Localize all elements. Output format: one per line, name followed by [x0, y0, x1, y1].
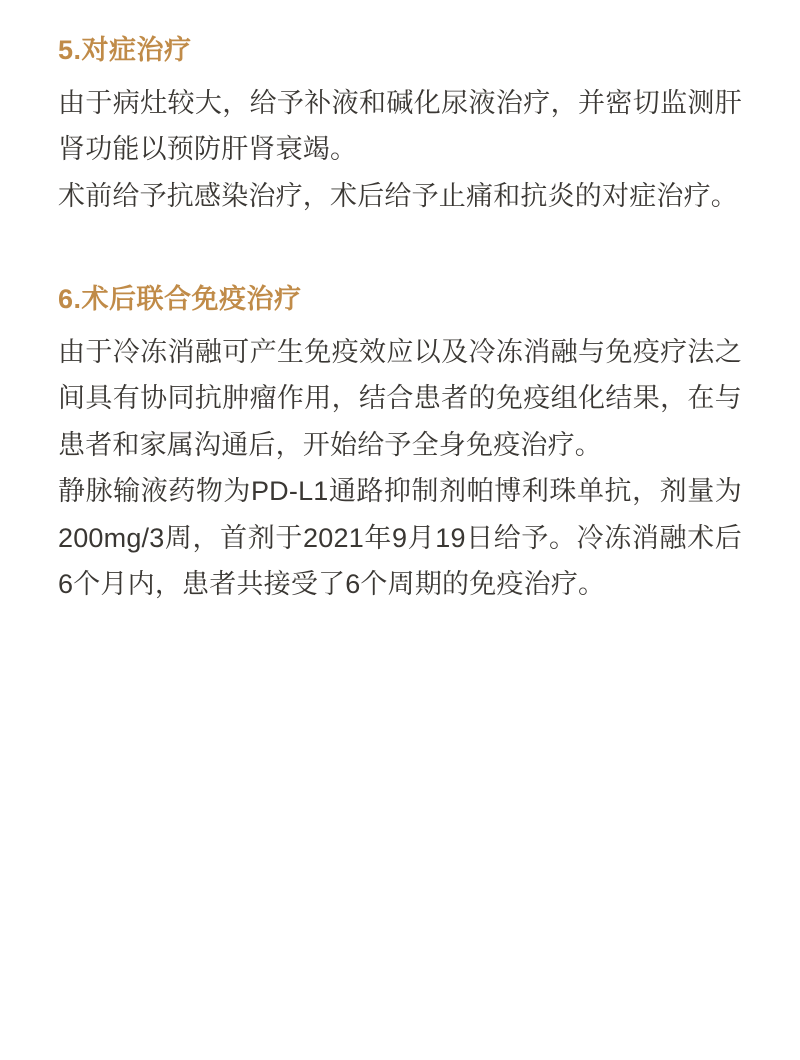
section-paragraph: 由于病灶较大，给予补液和碱化尿液治疗，并密切监测肝肾功能以预防肝肾衰竭。	[58, 87, 742, 165]
section-paragraph: 术前给予抗感染治疗，术后给予止痛和抗炎的对症治疗。	[58, 180, 738, 211]
section-paragraph: 静脉输液药物为PD-L1通路抑制剂帕博利珠单抗，剂量为200mg/3周，首剂于2021年9月19日给予。冷冻消融术后6个月内，患者共接受了6个周期的免疫治疗。	[58, 476, 742, 600]
section-paragraph: 由于冷冻消融可产生免疫效应以及冷冻消融与免疫疗法之间具有协同抗肿瘤作用，结合患者的免疫组化结果，在与患者和家属沟通后，开始给予全身免疫治疗。	[58, 336, 742, 460]
section-symptomatic-treatment	[58, 32, 742, 219]
section-heading: 5.对症治疗	[58, 35, 192, 65]
section-postoperative-immunotherapy	[58, 281, 742, 607]
section-heading: 6.术后联合免疫治疗	[58, 284, 302, 315]
